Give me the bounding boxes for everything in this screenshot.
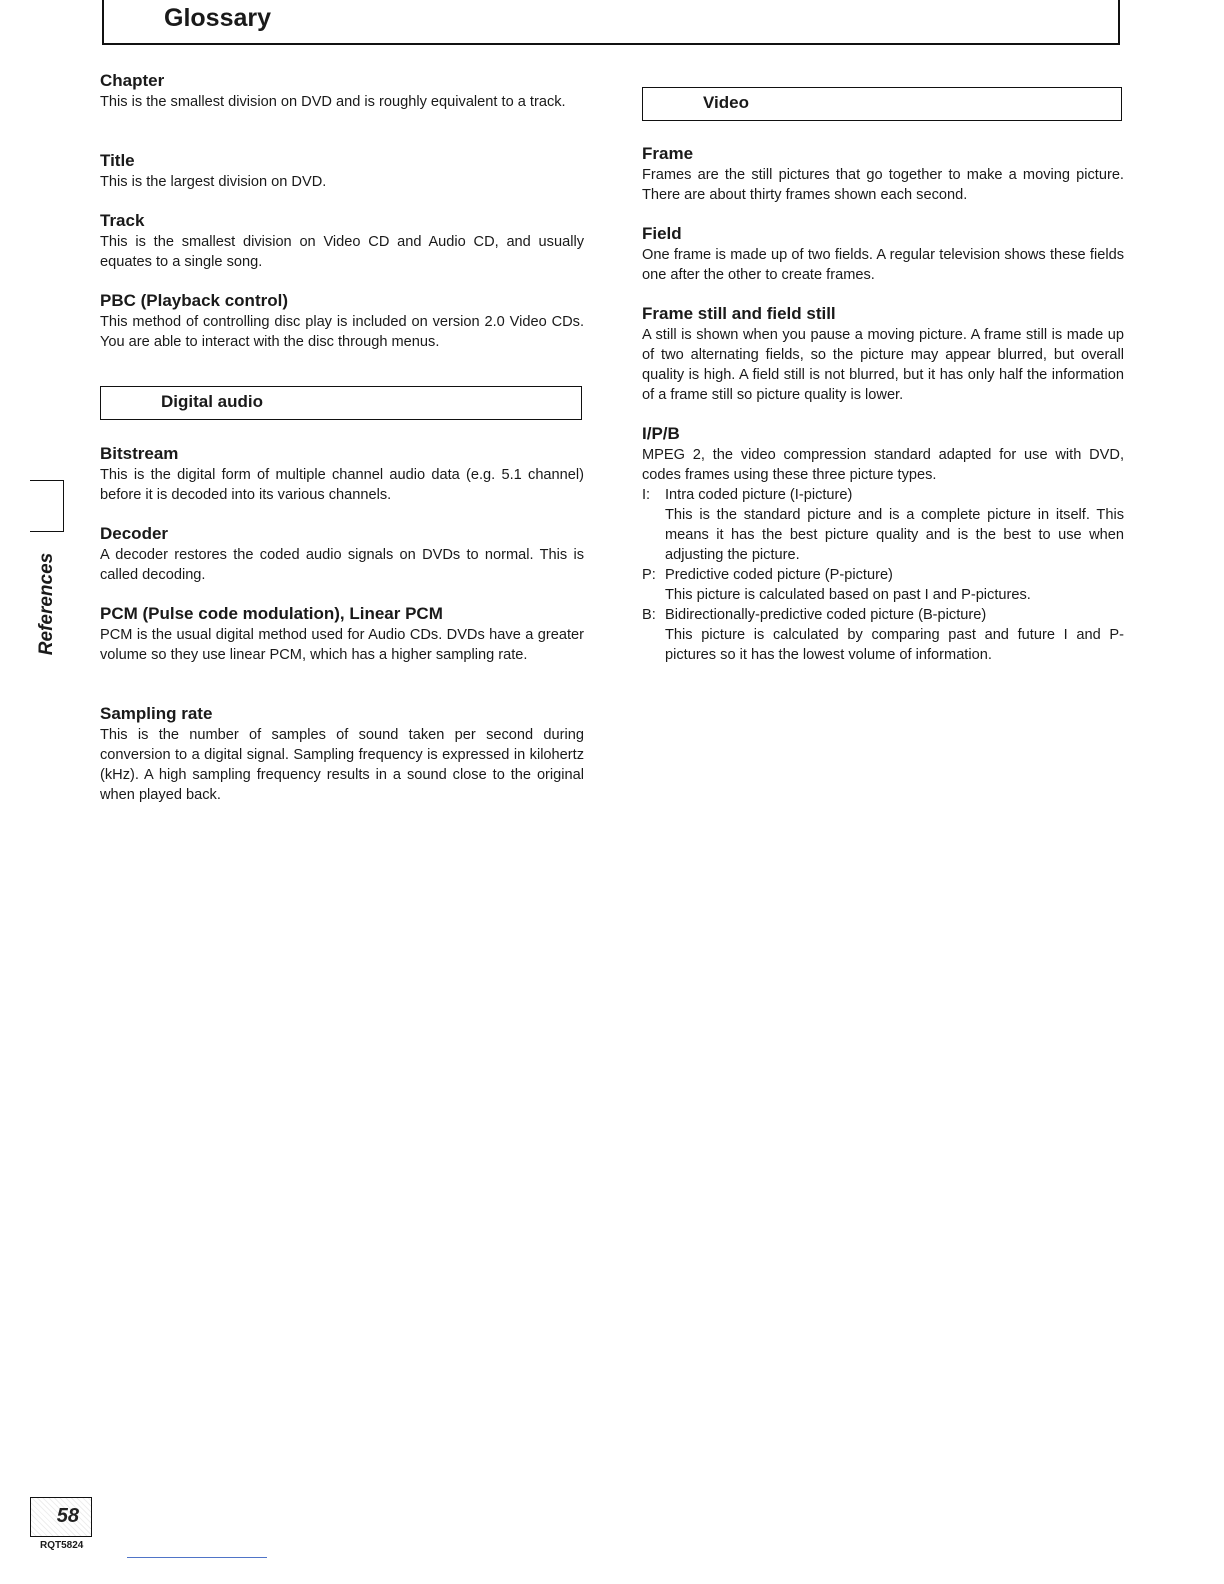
list-item-name: Predictive coded picture (P-picture) [665,567,893,583]
list-item-description: This picture is calculated based on past I and P-pictures. [665,587,1031,603]
video-section-header [642,87,1122,121]
term-definition: PCM is the usual digital method used for Audio CDs. DVDs have a greater volume so they use linear PCM, which has a higher sampling rate. [100,627,584,663]
term-definition: This method of controlling disc play is included on version 2.0 Video CDs. You are able to interact with the disc through menus. [100,314,584,350]
page-number: 58 [30,1497,92,1537]
picture-type-list [642,485,1124,665]
page-header [102,0,1120,45]
list-item [642,485,1124,565]
glossary-entry [642,143,1124,205]
side-tab-marker [30,480,64,532]
document-code: RQT5824 [40,1540,84,1551]
list-item [642,565,1124,605]
term-definition: This is the largest division on DVD. [100,174,327,190]
term-definition: MPEG 2, the video compression standard adapted for use with DVD, codes frames using these three picture types. [642,447,1124,483]
section-heading: Video [703,93,749,112]
glossary-entry [100,290,584,352]
term-definition: This is the number of samples of sound taken per second during conversion to a digital signal. Sampling frequency is expressed in kilohertz (kHz). A high sampling frequency results in a sound close to the original when played back. [100,727,584,803]
term-definition: This is the smallest division on DVD and is roughly equivalent to a track. [100,94,566,110]
list-key: B: [642,607,656,623]
glossary-entry [100,210,584,272]
glossary-entry [100,70,584,112]
list-key: P: [642,567,656,583]
list-item-name: Intra coded picture (I-picture) [665,487,853,503]
term-definition: This is the digital form of multiple channel audio data (e.g. 5.1 channel) before it is decoded into its various channels. [100,467,584,503]
term-heading: PBC (Playback control) [100,291,288,310]
term-definition: One frame is made up of two fields. A regular television shows these fields one after the other to create frames. [642,247,1124,283]
section-side-label: References [36,552,57,656]
glossary-entry [100,523,584,585]
glossary-entry [642,303,1124,405]
glossary-entry [642,423,1124,665]
term-heading: Field [642,224,682,243]
section-heading: Digital audio [161,392,263,411]
term-heading: Title [100,151,135,170]
term-definition: This is the smallest division on Video CD and Audio CD, and usually equates to a single song. [100,234,584,270]
term-heading: Track [100,211,145,230]
footer-divider [127,1557,267,1558]
glossary-entry [100,703,584,805]
term-heading: Chapter [100,71,165,90]
term-heading: Sampling rate [100,704,213,723]
glossary-entry [100,443,584,505]
list-key: I: [642,487,651,503]
page-title: Glossary [164,4,272,32]
term-heading: Frame still and field still [642,304,836,323]
digital-audio-section-header [100,386,582,420]
list-item-name: Bidirectionally-predictive coded picture (B-picture) [665,607,987,623]
glossary-entry [642,223,1124,285]
glossary-entry [100,150,584,192]
term-heading: Bitstream [100,444,179,463]
term-definition: Frames are the still pictures that go together to make a moving picture. There are about thirty frames shown each second. [642,167,1124,203]
list-item-description: This picture is calculated by comparing past and future I and P-pictures so it has the lowest volume of information. [665,627,1124,663]
term-heading: PCM (Pulse code modulation), Linear PCM [100,604,443,623]
term-definition: A decoder restores the coded audio signals on DVDs to normal. This is called decoding. [100,547,584,583]
list-item [642,605,1124,665]
term-heading: Frame [642,144,694,163]
term-heading: I/P/B [642,424,680,443]
term-heading: Decoder [100,524,169,543]
glossary-entry [100,603,584,665]
list-item-description: This is the standard picture and is a complete picture in itself. This means it has the best picture quality and is the best to use when adjusting the picture. [665,507,1124,563]
term-definition: A still is shown when you pause a moving picture. A frame still is made up of two alternating fields, so the picture may appear blurred, but overall quality is high. A field still is not blurred, but it has only half the information of a frame still so picture quality is lower. [642,327,1124,403]
